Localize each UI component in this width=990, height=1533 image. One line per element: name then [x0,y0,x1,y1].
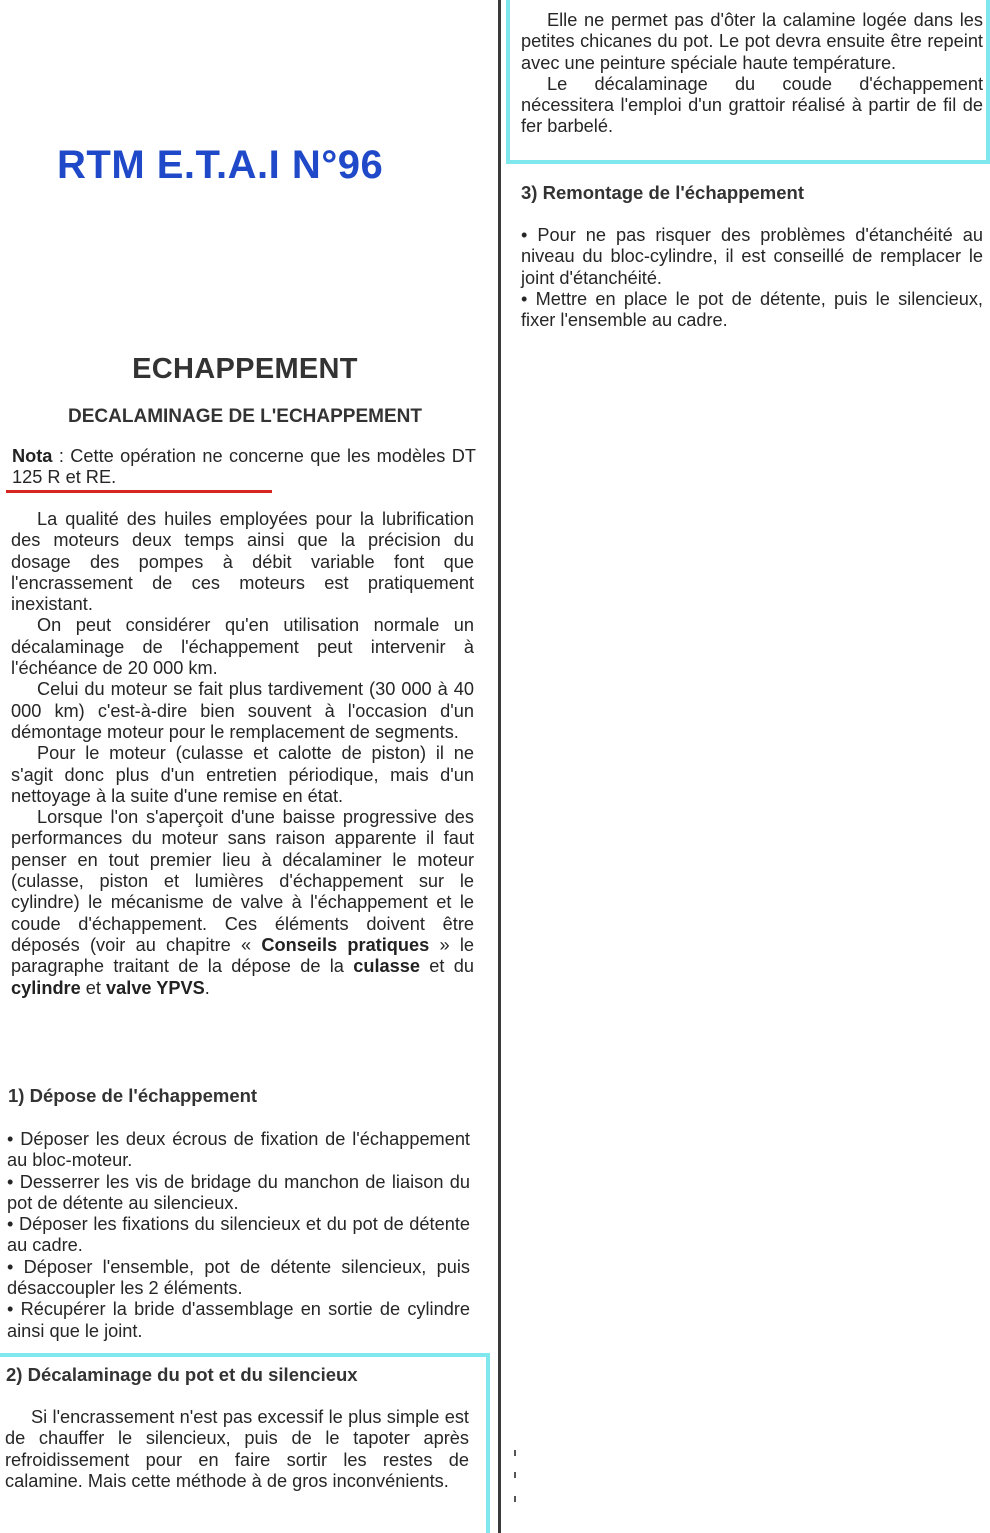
column-divider [498,0,501,1533]
remontage-list [521,225,983,331]
list-item: • Mettre en place le pot de détente, puis le silencieux, fixer l'ensemble au cadre. [521,288,983,331]
depose-heading: 1) Dépose de l'échappement [8,1085,258,1106]
depose-list [7,1129,470,1342]
intro-paragraph-4: Pour le moteur (culasse et calotte de piston) il ne s'agit donc plus d'un entretien périodique, mais d'un nettoyage à la suite d'une remise en état. [11,743,474,806]
nota-note [12,446,476,489]
section-title: ECHAPPEMENT [132,353,358,385]
decalaminage-paragraph-3: Le décalaminage du coude d'échappement nécessitera l'emploi d'un grattoir réalisé à partir de fil de fer barbelé. [521,73,983,137]
list-item: • Déposer les deux écrous de fixation de l'échappement au bloc-moteur. [7,1129,470,1171]
list-item: • Déposer l'ensemble, pot de détente silencieux, puis désaccoupler les 2 éléments. [7,1256,470,1299]
decalaminage-text [5,1407,469,1492]
intro-paragraph-3: Celui du moteur se fait plus tardivement (30 000 à 40 000 km) c'est-à-dire bien souvent à l'occasion d'un démontage moteur pour le remplacement de segments. [11,679,474,742]
red-underline-marker [6,490,272,493]
list-item: • Desserrer les vis de bridage du manchon de liaison du pot de détente au silencieux. [7,1171,470,1213]
document-title: RTM E.T.A.I N°96 [57,143,384,187]
intro-paragraph-1: La qualité des huiles employées pour la lubrification des moteurs deux temps ainsi que la précision du dosage des pompes à débit variable font que l'encrassement de ces moteurs est pratiquement inexistant. [11,509,474,615]
intro-text [11,509,474,999]
intro-paragraph-5: Lorsque l'on s'aperçoit d'une baisse progressive des performances du moteur sans raison apparente il faut penser en tout premier lieu à décalaminer le moteur (culasse, piston et lumières d'échappement sur le cylindre) le mécanisme de valve à l'échappement et le coude d'échappement. Ces éléments doivent être déposés (voir au chapitre « Conseils pratiques » le paragraphe traitant de la dépose de la culasse et du cylindre et valve YPVS. [11,807,474,998]
decalaminage-heading: 2) Décalaminage du pot et du silencieux [6,1364,358,1385]
decalaminage-continued [521,10,983,138]
remontage-heading: 3) Remontage de l'échappement [521,182,804,203]
list-item: • Récupérer la bride d'assemblage en sortie de cylindre ainsi que le joint. [7,1299,470,1341]
decalaminage-paragraph-2: Elle ne permet pas d'ôter la calamine logée dans les petites chicanes du pot. Le pot devra ensuite être repeint avec une peinture spéciale haute température. [521,10,983,73]
decalaminage-paragraph-1: Si l'encrassement n'est pas excessif le plus simple est de chauffer le silencieux, puis de le tapoter après refroidissement pour en faire sortir les restes de calamine. Mais cette méthode à de gros inconvénients. [5,1407,469,1491]
scan-speck [514,1450,516,1456]
section-subtitle: DECALAMINAGE DE L'ECHAPPEMENT [68,406,422,427]
nota-label: Nota [12,446,53,466]
intro-paragraph-2: On peut considérer qu'en utilisation normale un décalaminage de l'échappement peut intervenir à l'échéance de 20 000 km. [11,615,474,679]
scan-speck [514,1496,516,1502]
list-item: • Déposer les fixations du silencieux et du pot de détente au cadre. [7,1214,470,1256]
list-item: • Pour ne pas risquer des problèmes d'étanchéité au niveau du bloc-cylindre, il est conseillé de remplacer le joint d'étanchéité. [521,225,983,288]
nota-text: : Cette opération ne concerne que les modèles DT 125 R et RE. [12,446,476,488]
scan-speck [514,1472,516,1478]
